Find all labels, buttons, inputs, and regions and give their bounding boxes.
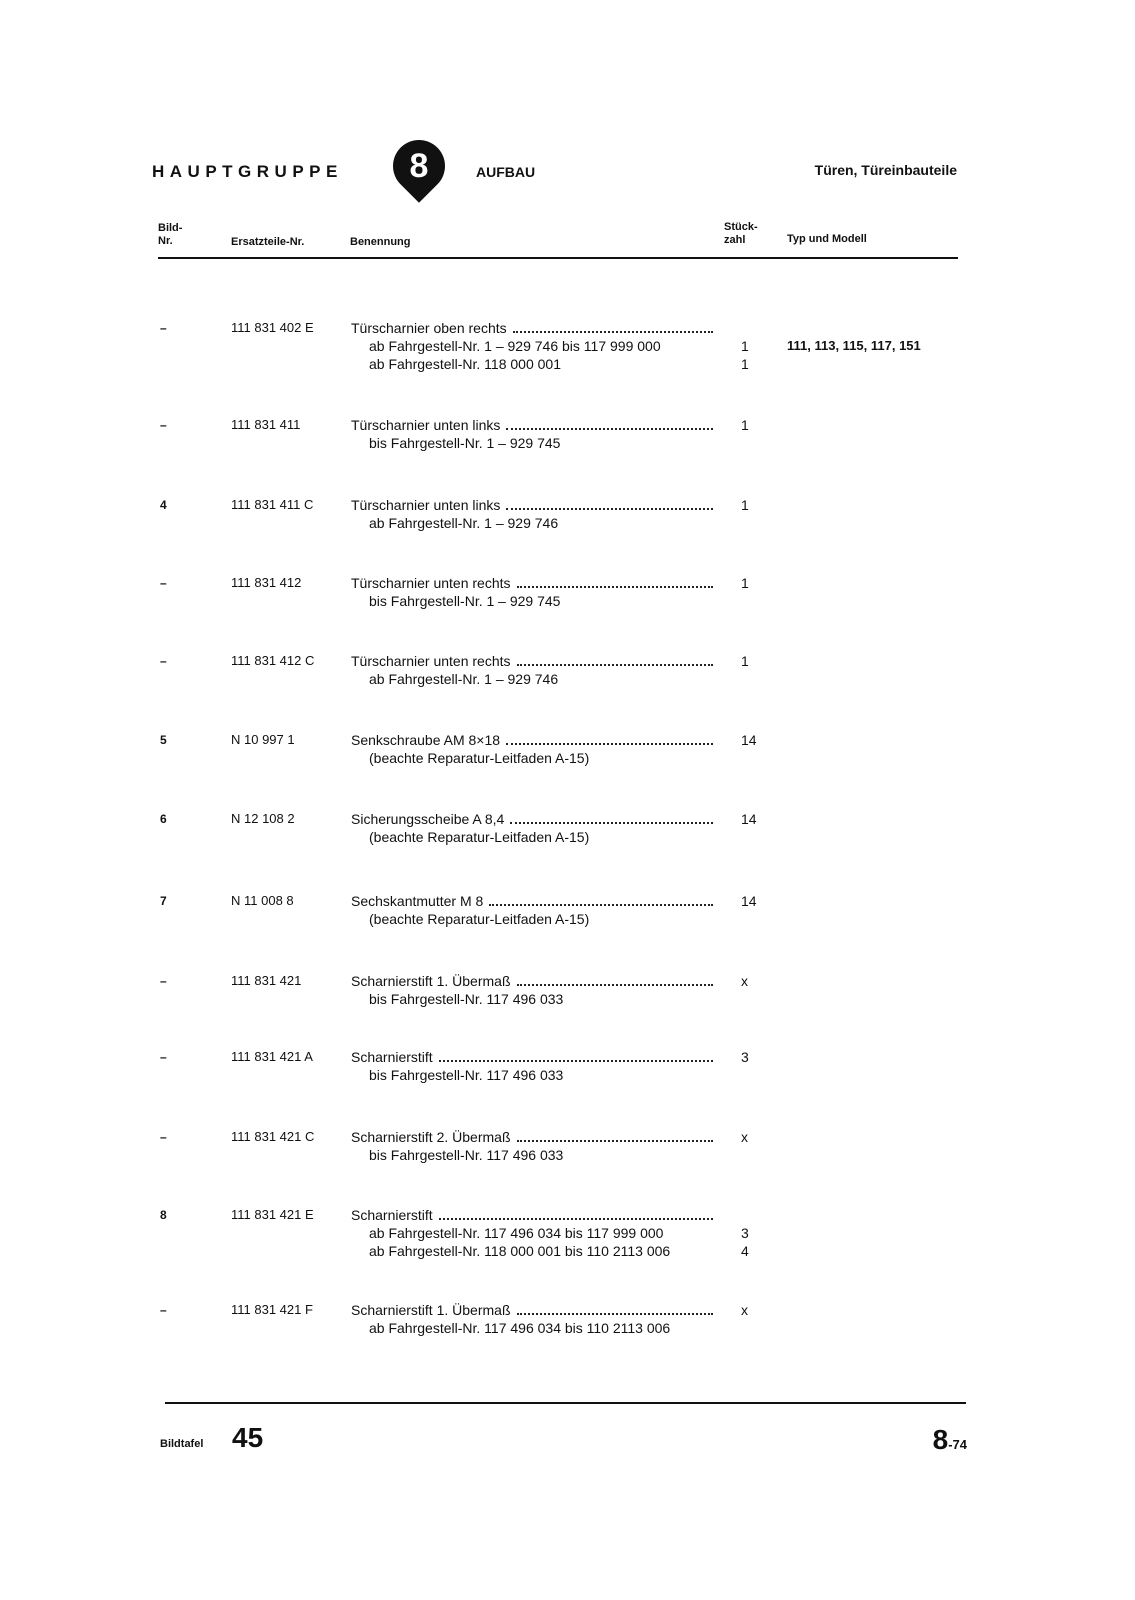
quantity: 1 bbox=[741, 356, 749, 372]
part-number: 111 831 402 E bbox=[231, 320, 314, 335]
part-remark: bis Fahrgestell-Nr. 117 496 033 bbox=[369, 1067, 564, 1083]
figure-number: 8 bbox=[160, 1208, 167, 1222]
part-name: Türscharnier oben rechts bbox=[351, 320, 507, 336]
dot-leader bbox=[517, 664, 713, 666]
part-remark: (beachte Reparatur-Leitfaden A-15) bbox=[369, 829, 590, 845]
figure-number: – bbox=[160, 1050, 167, 1064]
part-name-cell bbox=[351, 496, 713, 514]
part-name: Türscharnier unten links bbox=[351, 497, 501, 513]
header-divider bbox=[158, 257, 958, 259]
part-remark: ab Fahrgestell-Nr. 118 000 001 bis 110 2113 006 bbox=[369, 1243, 671, 1259]
part-remark: (beachte Reparatur-Leitfaden A-15) bbox=[369, 750, 590, 766]
group-number: 8 bbox=[409, 147, 429, 185]
table-row bbox=[0, 731, 1135, 787]
part-number: 111 831 411 C bbox=[231, 497, 314, 512]
figure-number: – bbox=[160, 974, 167, 988]
figure-number: 4 bbox=[160, 498, 167, 512]
footer-divider bbox=[165, 1402, 966, 1404]
part-name: Scharnierstift 1. Übermaß bbox=[351, 973, 511, 989]
table-row bbox=[0, 1301, 1135, 1357]
part-name-cell bbox=[351, 416, 713, 434]
quantity: 1 bbox=[741, 575, 749, 591]
column-header-part-number: Ersatzteile-Nr. bbox=[231, 236, 305, 248]
part-remark: ab Fahrgestell-Nr. 117 496 034 bis 110 2113 006 bbox=[369, 1320, 671, 1336]
section-title: Türen, Türeinbauteile bbox=[814, 162, 957, 178]
part-remark: (beachte Reparatur-Leitfaden A-15) bbox=[369, 911, 590, 927]
part-number: 111 831 421 A bbox=[231, 1049, 313, 1064]
column-header-figure-line1: Bild- bbox=[158, 222, 183, 234]
table-row bbox=[0, 1206, 1135, 1262]
part-name-cell bbox=[351, 1206, 713, 1224]
part-remark: ab Fahrgestell-Nr. 1 – 929 746 bbox=[369, 515, 559, 531]
page-number-main: 8 bbox=[932, 1424, 949, 1455]
part-number: N 10 997 1 bbox=[231, 732, 295, 747]
figure-number: 5 bbox=[160, 733, 167, 747]
dot-leader bbox=[439, 1060, 713, 1062]
quantity: x bbox=[741, 1302, 748, 1318]
figure-number: – bbox=[160, 418, 167, 432]
column-header-quantity bbox=[724, 221, 758, 247]
part-number: 111 831 412 bbox=[231, 575, 302, 590]
column-header-name: Benennung bbox=[350, 236, 411, 248]
table-row bbox=[0, 496, 1135, 552]
part-remark: ab Fahrgestell-Nr. 118 000 001 bbox=[369, 356, 561, 372]
quantity: 3 bbox=[741, 1225, 749, 1241]
part-name: Scharnierstift bbox=[351, 1207, 433, 1223]
table-row bbox=[0, 652, 1135, 708]
part-remark: ab Fahrgestell-Nr. 1 – 929 746 bbox=[369, 671, 559, 687]
part-number: 111 831 411 bbox=[231, 417, 301, 432]
table-row bbox=[0, 972, 1135, 1028]
group-number-badge bbox=[392, 134, 446, 206]
dot-leader bbox=[517, 1140, 714, 1142]
table-row bbox=[0, 1128, 1135, 1184]
part-name-cell bbox=[351, 810, 713, 828]
quantity: 1 bbox=[741, 653, 749, 669]
figure-number: – bbox=[160, 576, 167, 590]
dot-leader bbox=[517, 1313, 714, 1315]
table-row bbox=[0, 319, 1135, 375]
dot-leader bbox=[517, 984, 714, 986]
dot-leader bbox=[513, 331, 713, 333]
part-name-cell bbox=[351, 731, 713, 749]
part-remark: bis Fahrgestell-Nr. 1 – 929 745 bbox=[369, 593, 561, 609]
dot-leader bbox=[439, 1218, 713, 1220]
dot-leader bbox=[510, 822, 713, 824]
part-remark: bis Fahrgestell-Nr. 117 496 033 bbox=[369, 1147, 564, 1163]
plate-number: 45 bbox=[232, 1422, 264, 1453]
quantity: 1 bbox=[741, 338, 749, 354]
figure-number: – bbox=[160, 321, 167, 335]
part-remark: ab Fahrgestell-Nr. 1 – 929 746 bis 117 999 000 bbox=[369, 338, 661, 354]
table-row bbox=[0, 1048, 1135, 1104]
part-number: N 11 008 8 bbox=[231, 893, 294, 908]
figure-number: – bbox=[160, 1303, 167, 1317]
part-number: 111 831 421 E bbox=[231, 1207, 314, 1222]
quantity: 14 bbox=[741, 893, 757, 909]
page-number-suffix: -74 bbox=[948, 1437, 967, 1452]
part-name-cell bbox=[351, 1128, 713, 1146]
part-name: Sechskantmutter M 8 bbox=[351, 893, 484, 909]
part-number: N 12 108 2 bbox=[231, 811, 295, 826]
page-number bbox=[933, 1424, 967, 1461]
column-header-quantity-line1: Stück- bbox=[724, 221, 758, 233]
table-row bbox=[0, 892, 1135, 948]
part-name-cell bbox=[351, 1301, 713, 1319]
part-number: 111 831 421 bbox=[231, 973, 302, 988]
part-name-cell bbox=[351, 652, 713, 670]
part-name: Senkschraube AM 8×18 bbox=[351, 732, 501, 748]
part-name-cell bbox=[351, 574, 713, 592]
part-number: 111 831 412 C bbox=[231, 653, 315, 668]
quantity: 14 bbox=[741, 732, 757, 748]
part-number: 111 831 421 F bbox=[231, 1302, 313, 1317]
table-row bbox=[0, 416, 1135, 472]
part-name-cell bbox=[351, 892, 713, 910]
model-types: 111, 113, 115, 117, 151 bbox=[787, 338, 921, 353]
part-number: 111 831 421 C bbox=[231, 1129, 315, 1144]
column-header-figure bbox=[158, 222, 182, 248]
dot-leader bbox=[506, 508, 713, 510]
part-name-cell bbox=[351, 972, 713, 990]
main-group-label: HAUPTGRUPPE bbox=[152, 162, 343, 181]
column-header-model: Typ und Modell bbox=[787, 233, 867, 245]
part-name: Sicherungsscheibe A 8,4 bbox=[351, 811, 505, 827]
figure-number: – bbox=[160, 654, 167, 668]
quantity: 1 bbox=[741, 497, 749, 513]
column-header-quantity-line2: zahl bbox=[724, 234, 746, 246]
part-name-cell bbox=[351, 1048, 713, 1066]
part-name-cell bbox=[351, 319, 713, 337]
dot-leader bbox=[489, 904, 713, 906]
figure-number: 6 bbox=[160, 812, 167, 826]
part-name: Türscharnier unten rechts bbox=[351, 653, 511, 669]
part-remark: bis Fahrgestell-Nr. 117 496 033 bbox=[369, 991, 564, 1007]
quantity: 14 bbox=[741, 811, 757, 827]
quantity: x bbox=[741, 1129, 748, 1145]
quantity: 1 bbox=[741, 417, 749, 433]
group-title: AUFBAU bbox=[476, 164, 536, 180]
part-name: Scharnierstift bbox=[351, 1049, 433, 1065]
part-name: Scharnierstift 2. Übermaß bbox=[351, 1129, 511, 1145]
part-remark: bis Fahrgestell-Nr. 1 – 929 745 bbox=[369, 435, 561, 451]
quantity: 4 bbox=[741, 1243, 749, 1259]
part-name: Scharnierstift 1. Übermaß bbox=[351, 1302, 511, 1318]
part-name: Türscharnier unten links bbox=[351, 417, 501, 433]
dot-leader bbox=[517, 586, 713, 588]
figure-number: 7 bbox=[160, 894, 167, 908]
column-header-figure-line2: Nr. bbox=[158, 235, 173, 247]
dot-leader bbox=[506, 428, 713, 430]
figure-number: – bbox=[160, 1130, 167, 1144]
quantity: 3 bbox=[741, 1049, 749, 1065]
part-name: Türscharnier unten rechts bbox=[351, 575, 511, 591]
part-remark: ab Fahrgestell-Nr. 117 496 034 bis 117 999 000 bbox=[369, 1225, 664, 1241]
quantity: x bbox=[741, 973, 748, 989]
dot-leader bbox=[506, 743, 713, 745]
table-row bbox=[0, 574, 1135, 630]
table-row bbox=[0, 810, 1135, 866]
plate-label: Bildtafel bbox=[160, 1438, 204, 1450]
